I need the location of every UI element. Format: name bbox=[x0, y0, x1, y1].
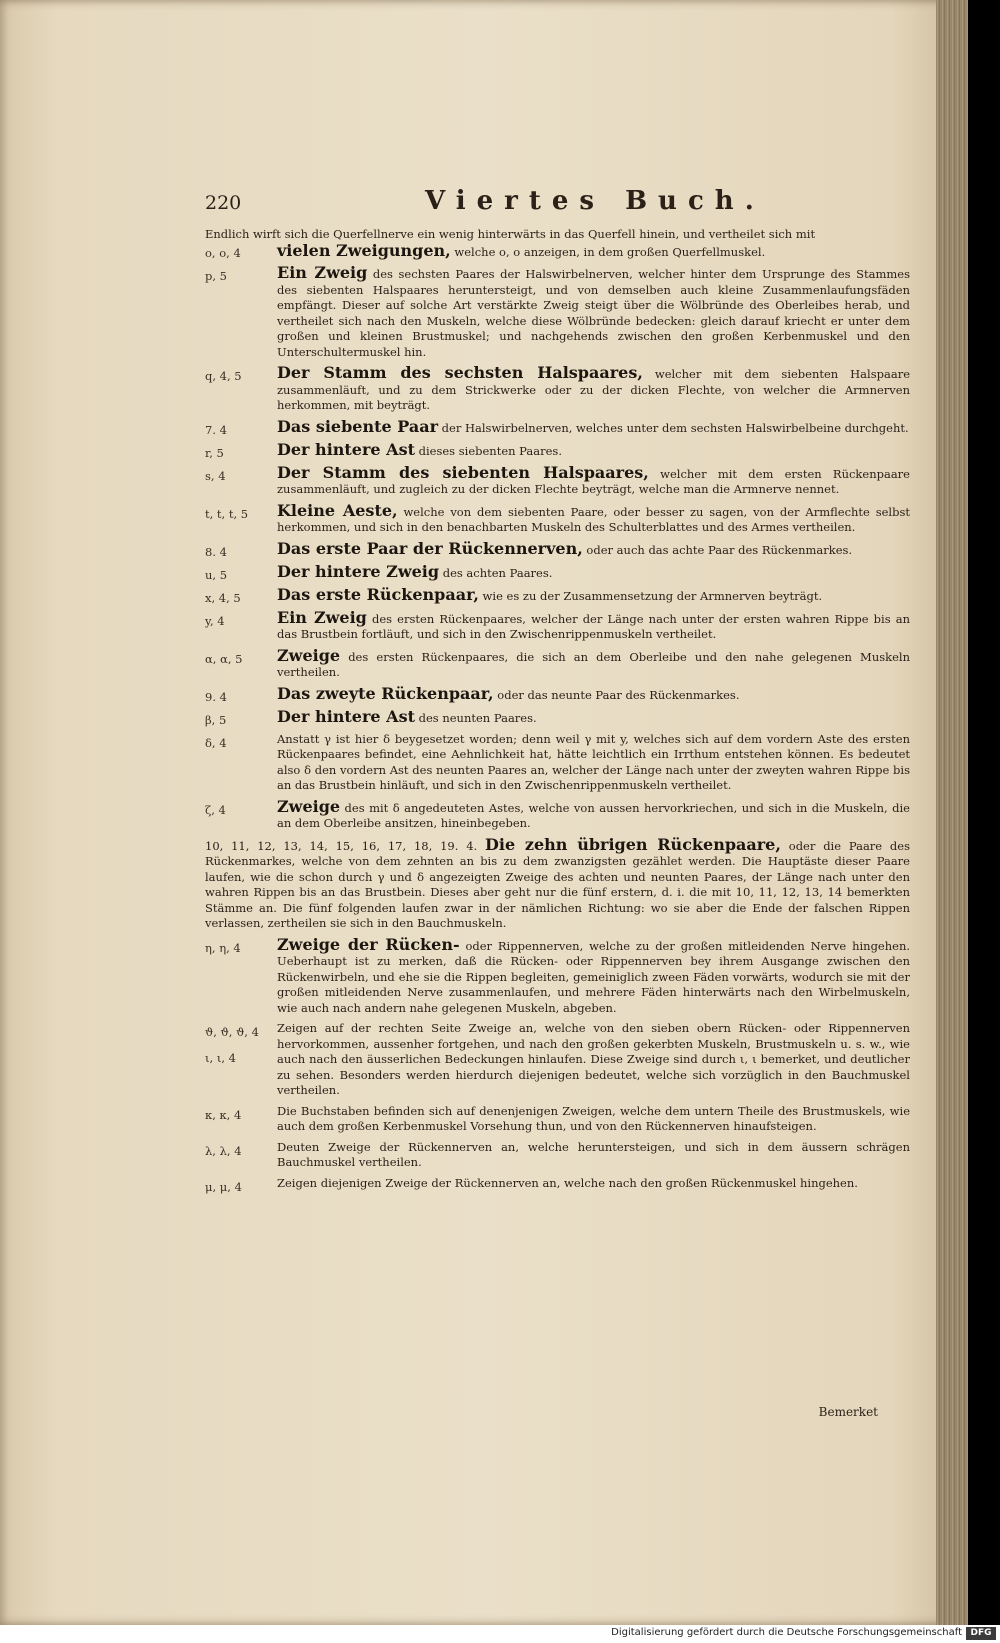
entry-rest: des neunten Paares. bbox=[414, 710, 537, 725]
entry-text bbox=[277, 1140, 910, 1171]
ref-label: s, 4 bbox=[205, 468, 226, 483]
entry-rest: welche o, o anzeigen, in dem großen Querfellmuskel. bbox=[450, 244, 766, 259]
entry-rest: oder auch das achte Paar des Rückenmarkes. bbox=[582, 542, 853, 557]
entry-highlight: Der Stamm des sechsten Halspaares, bbox=[277, 363, 643, 382]
ref-label: 7. 4 bbox=[205, 422, 227, 437]
dfg-logo-icon: DFG bbox=[966, 1627, 996, 1640]
entry-highlight: Die zehn übrigen Rückenpaare, bbox=[485, 834, 781, 854]
catchword: Bemerket bbox=[818, 1405, 878, 1419]
entry-highlight: Der hintere Zweig bbox=[277, 561, 440, 581]
entry-text bbox=[205, 834, 911, 932]
ref-label: q, 4, 5 bbox=[205, 369, 242, 383]
ref-label: δ, 4 bbox=[205, 735, 227, 750]
entry-highlight: Zweige der Rücken- bbox=[277, 934, 460, 954]
entry-text bbox=[205, 227, 910, 260]
entry bbox=[205, 265, 910, 360]
ref-label: 8. 4 bbox=[205, 544, 227, 559]
entry-rest: Anstatt γ ist hier δ beygesetzet worden; denn weil γ mit y, welches sich auf dem vordern Aste des ersten Rückenpaares befindet, eine Aehnlichkeit hat, hätte leichtlich ein Irrthum entstehen können. Es bedeutet also δ den vordern Ast des neunten Paares an, welcher der Länge nach unter der zweyten wahren Rippe bis an das Brustbein hinläuft, und sich in den Zwischenrippenmuskeln vertheilet. bbox=[277, 731, 910, 792]
entry-highlight: Das erste Paar der Rückennerven, bbox=[277, 538, 583, 558]
entry-highlight: Zweige bbox=[277, 645, 341, 665]
entry bbox=[205, 706, 910, 727]
ref-label: η, η, 4 bbox=[205, 940, 241, 955]
entry-rest: Die Buchstaben befinden sich auf denenjenigen Zweigen, welche dem untern Theile des Brustmuskels, wie auch dem großen Kerbenmuskel Vorsehung thun, und von den Rückennerven hinaufsteigen. bbox=[277, 1103, 910, 1133]
entry-text bbox=[277, 416, 910, 437]
entry bbox=[205, 538, 910, 559]
entry-highlight: Ein Zweig bbox=[277, 607, 367, 627]
entry-rest: Deuten Zweige der Rückennerven an, welche heruntersteigen, und sich in dem äussern schrägen Bauchmuskel vertheilen. bbox=[277, 1139, 910, 1169]
entry-text bbox=[277, 538, 910, 559]
entry-rest: des ersten Rückenpaares, welcher der Länge nach unter der ersten wahren Rippe bis an das Brustbein fortläuft, und sich in den Zwischenrippenmuskeln vertheilet. bbox=[277, 611, 910, 641]
entry-rest: welcher mit dem siebenten Halspaare zusammenläuft, und zu dem Strickwerke oder zu der dicken Flechte, von welcher die Armnerven herkommen, mit beyträgt. bbox=[277, 367, 910, 412]
ref-label: μ, μ, 4 bbox=[205, 1179, 242, 1194]
entry bbox=[205, 934, 911, 1017]
book-title: Viertes Buch. bbox=[425, 186, 765, 216]
entry-text bbox=[277, 934, 911, 1017]
entry-rest: welcher mit dem ersten Rückenpaare zusammenläuft, und zugleich zu der dicken Flechte beyträgt, welche man die Armnerve nennet. bbox=[277, 466, 910, 496]
page-number: 220 bbox=[205, 192, 242, 214]
entry-rest: wie es zu der Zusammensetzung der Armnerven beyträgt. bbox=[478, 588, 823, 603]
entry bbox=[205, 462, 910, 498]
footer-bar bbox=[0, 1625, 1000, 1643]
entry-highlight: Der hintere Ast bbox=[277, 706, 415, 726]
entry-highlight: Das siebente Paar bbox=[277, 416, 438, 436]
page-edge bbox=[936, 0, 968, 1625]
ref-label: y, 4 bbox=[205, 613, 225, 628]
ref-label: β, 5 bbox=[205, 712, 227, 727]
ref-label: ζ, 4 bbox=[205, 802, 226, 817]
entry-rest: welche von dem siebenten Paare, oder besser zu sagen, von der Armflechte selbst herkommen, und sich in den benachbarten Muskeln des Schulterblattes und des Armes vertheilen. bbox=[277, 504, 910, 534]
entry bbox=[205, 1021, 910, 1099]
entry-text bbox=[277, 607, 910, 643]
ref-label: r, 5 bbox=[205, 445, 224, 460]
entry-text bbox=[277, 500, 910, 536]
entry-rest: des mit δ angedeuteten Astes, welche von aussen hervorkriechen, und sich in die Muskeln, die an dem Oberleibe ansitzen, hineinbegeben. bbox=[277, 800, 910, 830]
entry-text bbox=[277, 561, 910, 582]
entry-intro bbox=[205, 227, 910, 260]
ref-label: 9. 4 bbox=[205, 689, 227, 704]
ref-label: λ, λ, 4 bbox=[205, 1143, 242, 1158]
entry-highlight: Das erste Rückenpaar, bbox=[277, 584, 479, 604]
entry bbox=[205, 1176, 910, 1194]
entry bbox=[205, 796, 910, 832]
ref-label: α, α, 5 bbox=[205, 651, 243, 666]
entry bbox=[205, 645, 910, 681]
entry bbox=[205, 1104, 910, 1135]
entry-rest: Zeigen auf der rechten Seite Zweige an, welche von den sieben obern Rücken- oder Rippennerven hervorkommen, aussenher fortgehen, und nach den großen gekerbten Muskeln, Brustmuskeln u. s. w., wie auch nach den äusserlichen Bedeckungen hinlaufen. Diese Zweige sind durch ι, ι bemerket, und deutlicher zu sehen. Besonders werden hierdurch diejenigen bedeutet, welche sich vorzüglich in den Bauchmuskel vertheilen. bbox=[277, 1021, 910, 1097]
entry-text bbox=[277, 796, 910, 832]
footer-credit: Digitalisierung gefördert durch die Deutsche Forschungsgemeinschaft bbox=[611, 1627, 962, 1638]
entry-rest: dieses siebenten Paares. bbox=[414, 443, 562, 458]
entry-highlight: vielen Zweigungen, bbox=[277, 240, 451, 260]
entry bbox=[205, 1140, 910, 1171]
entry-rest: des achten Paares. bbox=[439, 565, 553, 580]
entry-highlight: Der hintere Ast bbox=[277, 439, 415, 459]
entry-text bbox=[277, 732, 910, 794]
entry-highlight: Ein Zweig bbox=[277, 263, 368, 282]
ref-label: u, 5 bbox=[205, 567, 228, 582]
entry bbox=[205, 439, 910, 460]
entry bbox=[205, 732, 910, 794]
entry-text bbox=[277, 683, 910, 704]
ref-label: 10, 11, 12, 13, 14, 15, 16, 17, 18, 19. 4. bbox=[205, 838, 478, 853]
entry-text bbox=[277, 1176, 910, 1194]
ref-label: t, t, t, 5 bbox=[205, 506, 249, 521]
ref-label: κ, κ, 4 bbox=[205, 1107, 242, 1122]
entry-highlight: Das zweyte Rückenpaar, bbox=[277, 683, 494, 703]
entry-rest: des sechsten Paares der Halswirbelnerven, welcher hinter dem Ursprunge des Stammes des siebenten Halspaares heruntersteigt, und von demselben auch kleine Zusammenlaufungsfäden empfängt. Dieser auf solche Art verstärkte Zweig steigt über die Wölbründe des Oberleibes herab, und vertheilet sich nach den Muskeln, welche diese Wölbründe bedecken: gleich darauf kriecht er unter dem großen und kleinen Brustmuskel; und nachgehends zwischen den großen Kerbenmuskel und den Unterschultermuskel hin. bbox=[277, 267, 910, 359]
entry-rest: oder die Paare des Rückenmarkes, welche von dem zehnten an bis zu dem zwanzigsten gezählet werden. Die Hauptäste dieser Paare laufen, wie die schon durch γ und δ angezeigten Zweige des achten und neunten Paares, der Länge nach unter den wahren Rippen bis an das Brustbein. Dieses aber geht nur die fünf erstern, d. i. die mit 10, 11, 12, 13, 14 bemerkten Stämme an. Die fünf folgenden laufen zwar in der nämlichen Richtung: wo sie aber die Ende der falschen Rippen verlassen, zertheilen sie sich in den Bauchmuskeln. bbox=[205, 838, 911, 930]
page-body bbox=[205, 227, 910, 1199]
entry-highlight: Kleine Aeste, bbox=[277, 500, 398, 520]
entry-text bbox=[277, 1021, 910, 1099]
intro-line: Endlich wirft sich die Querfellnerve ein wenig hinterwärts in das Querfell hinein, und vertheilet sich mit bbox=[205, 227, 816, 241]
entry-text bbox=[277, 706, 910, 727]
entry-wide bbox=[205, 834, 911, 932]
entry bbox=[205, 584, 910, 605]
entry-rest: der Halswirbelnerven, welches unter dem sechsten Halswirbelbeine durchgeht. bbox=[438, 420, 909, 435]
entry bbox=[205, 607, 910, 643]
entry-rest: oder das neunte Paar des Rückenmarkes. bbox=[493, 687, 740, 702]
ref-label: p, 5 bbox=[205, 269, 227, 283]
entry-text bbox=[277, 439, 910, 460]
entry bbox=[205, 561, 910, 582]
entry-text bbox=[277, 365, 910, 414]
entry-text bbox=[277, 265, 910, 360]
entry-text bbox=[277, 462, 910, 498]
ref-label: ϑ, ϑ, ϑ, 4 bbox=[205, 1025, 259, 1039]
entry-text bbox=[277, 645, 910, 681]
ref-label: x, 4, 5 bbox=[205, 590, 241, 605]
entry bbox=[205, 416, 910, 437]
entry bbox=[205, 500, 910, 536]
entry bbox=[205, 683, 910, 704]
entry-rest: des ersten Rückenpaares, die sich an dem Oberleibe und den nahe gelegenen Muskeln vertheilen. bbox=[277, 649, 910, 679]
ref-label-secondary: ι, ι, 4 bbox=[205, 1051, 236, 1065]
entry-text bbox=[277, 584, 910, 605]
entry bbox=[205, 365, 910, 414]
entry-rest: oder Rippennerven, welche zu der großen mitleidenden Nerve hingehen. Ueberhaupt ist zu merken, daß die Rücken- oder Rippennerven bey ihrem Ausgange zwischen den Rückenwirbeln, und ehe sie die Rippen begleiten, gemeiniglich zween Fäden vorwärts, wodurch sie mit der großen mitleidenden Nerve zusammenlaufen, und mehrere Fäden hinterwärts nach den Wirbelmuskeln, wie auch nach andern nahe gelegenen Muskeln, abgeben. bbox=[277, 938, 911, 1015]
entry-highlight: Zweige bbox=[277, 796, 341, 816]
entry-highlight: Der Stamm des siebenten Halspaares, bbox=[277, 462, 649, 482]
entry-rest: Zeigen diejenigen Zweige der Rückennerven an, welche nach den großen Rückenmuskel hingehen. bbox=[277, 1175, 858, 1190]
entry-text bbox=[277, 1104, 910, 1135]
running-head bbox=[205, 186, 910, 222]
ref-label: o, o, 4 bbox=[205, 246, 241, 260]
